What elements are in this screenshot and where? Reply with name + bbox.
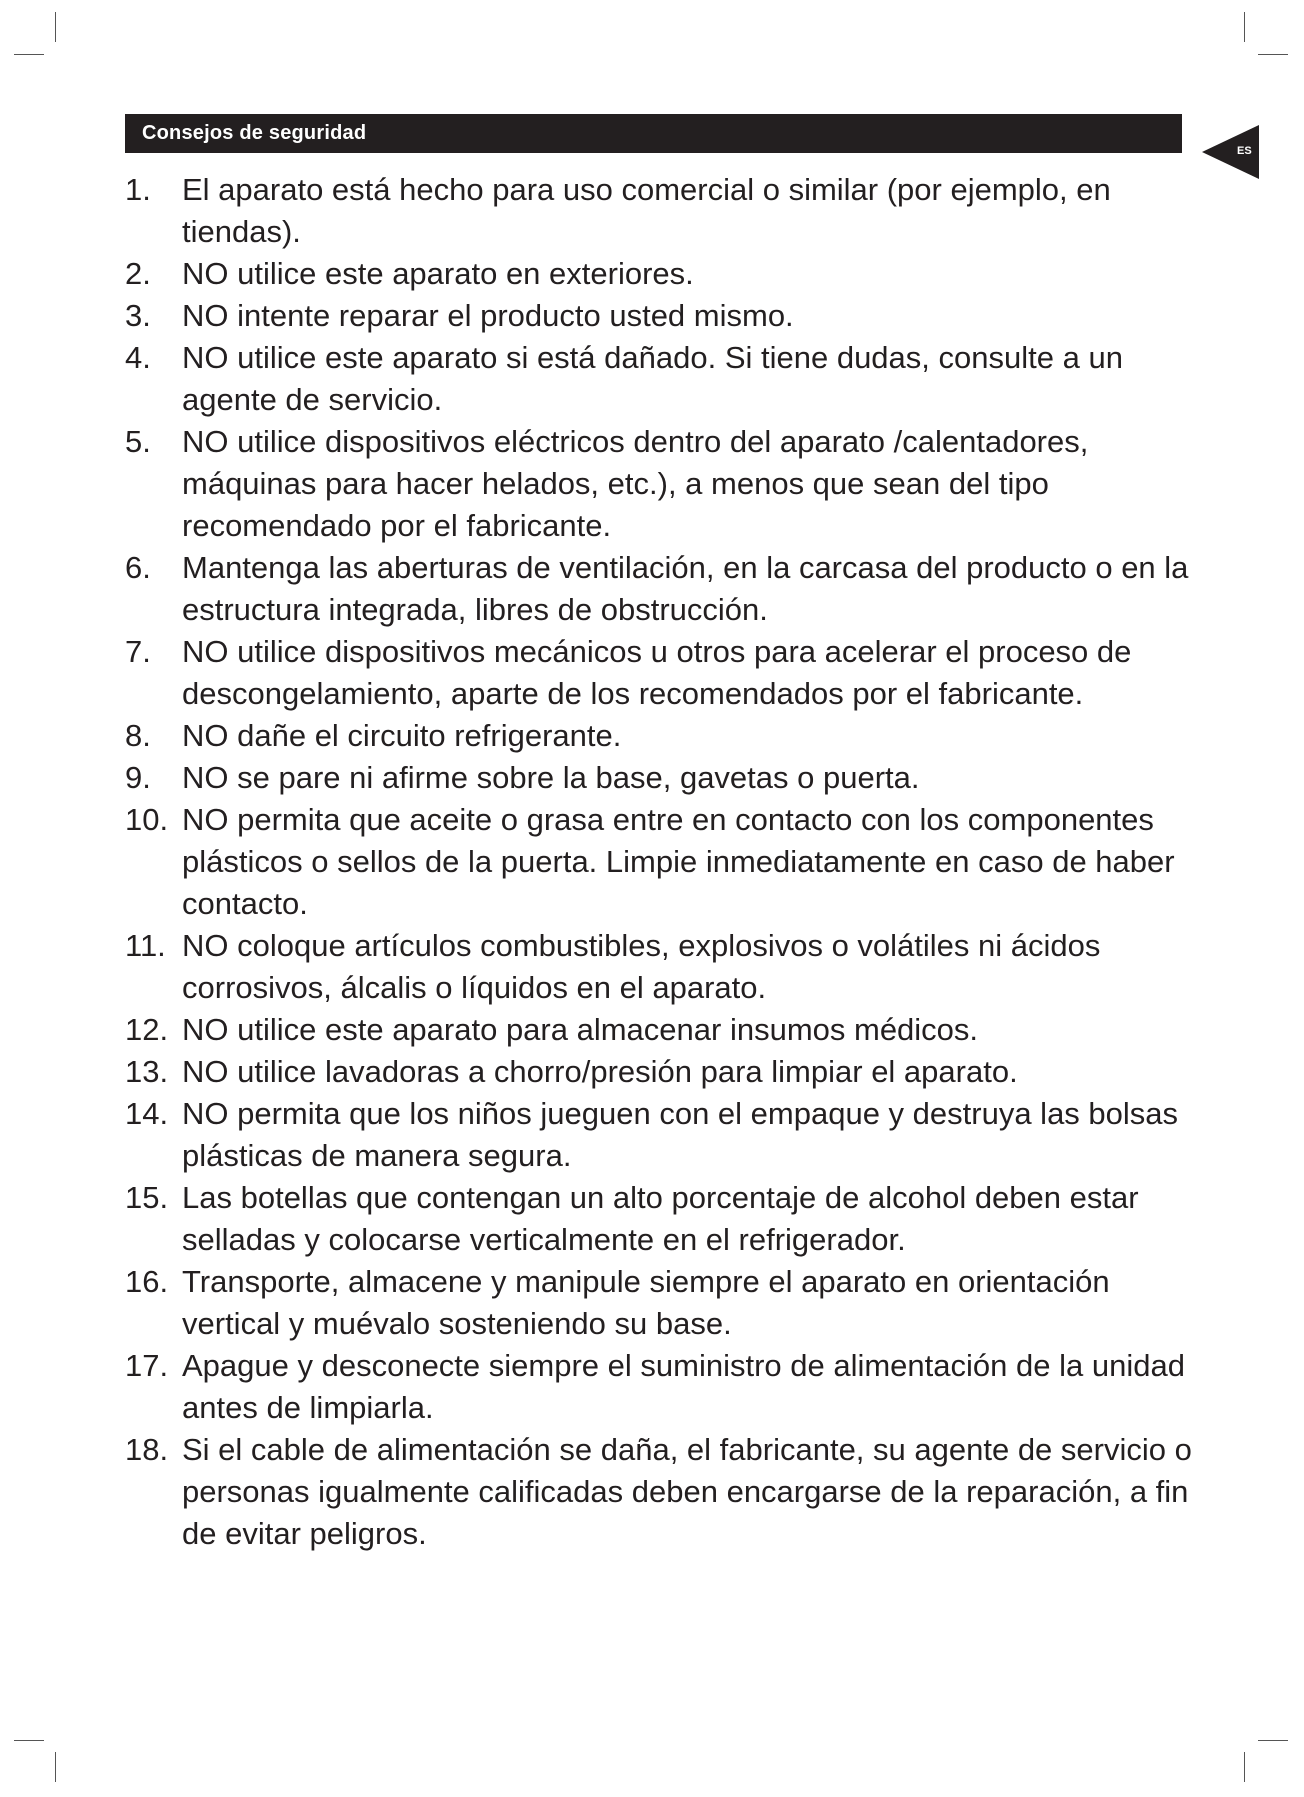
language-label: ES [1237, 145, 1252, 157]
list-item [125, 1429, 1195, 1555]
item-text: NO coloque artículos combustibles, explosivos o volátiles ni ácidos corrosivos, álcalis o líquidos en el aparato. [182, 928, 1101, 1005]
list-item [125, 169, 1195, 253]
crop-mark-top-left-horizontal [14, 54, 44, 55]
item-text: NO utilice dispositivos mecánicos u otros para acelerar el proceso de descongelamiento, aparte de los recomendados por el fabricante. [182, 634, 1132, 711]
item-text: NO se pare ni afirme sobre la base, gavetas o puerta. [182, 760, 920, 795]
item-text: Si el cable de alimentación se daña, el fabricante, su agente de servicio o personas igualmente calificadas deben encargarse de la reparación, a fin de evitar peligros. [182, 1432, 1192, 1551]
list-item [125, 799, 1195, 925]
crop-mark-bottom-right-horizontal [1258, 1740, 1288, 1741]
item-number: 9. [125, 760, 151, 795]
item-number: 11. [125, 928, 166, 963]
crop-mark-top-right-vertical [1244, 12, 1245, 42]
list-item [125, 1345, 1195, 1429]
crop-mark-top-left-vertical [55, 12, 56, 42]
item-text: NO dañe el circuito refrigerante. [182, 718, 622, 753]
item-text: NO utilice lavadoras a chorro/presión para limpiar el aparato. [182, 1054, 1018, 1089]
item-text: Apague y desconecte siempre el suministro de alimentación de la unidad antes de limpiarla. [182, 1348, 1185, 1425]
item-number: 14. [125, 1096, 169, 1131]
list-item [125, 253, 1195, 295]
list-item [125, 421, 1195, 547]
list-item [125, 1177, 1195, 1261]
crop-mark-top-right-horizontal [1258, 54, 1288, 55]
list-item [125, 715, 1195, 757]
item-text: NO permita que aceite o grasa entre en contacto con los componentes plásticos o sellos de la puerta. Limpie inmediatamente en caso de haber contacto. [182, 802, 1175, 921]
list-item [125, 337, 1195, 421]
crop-mark-bottom-left-horizontal [14, 1740, 44, 1741]
item-text: Transporte, almacene y manipule siempre el aparato en orientación vertical y muévalo sosteniendo su base. [182, 1264, 1110, 1341]
list-item [125, 1093, 1195, 1177]
item-text: NO utilice dispositivos eléctricos dentro del aparato /calentadores, máquinas para hacer helados, etc.), a menos que sean del tipo recomendado por el fabricante. [182, 424, 1089, 543]
item-text: NO utilice este aparato en exteriores. [182, 256, 694, 291]
item-number: 4. [125, 340, 151, 375]
item-number: 3. [125, 298, 151, 333]
item-number: 8. [125, 718, 151, 753]
item-number: 5. [125, 424, 151, 459]
list-item [125, 1009, 1195, 1051]
item-number: 17. [125, 1348, 169, 1383]
list-item [125, 925, 1195, 1009]
crop-mark-bottom-right-vertical [1244, 1752, 1245, 1782]
list-item [125, 295, 1195, 337]
crop-mark-bottom-left-vertical [55, 1752, 56, 1782]
safety-list [125, 169, 1195, 1555]
language-tab [1202, 125, 1259, 179]
item-number: 13. [125, 1054, 169, 1089]
item-number: 2. [125, 256, 151, 291]
item-text: Mantenga las aberturas de ventilación, en la carcasa del producto o en la estructura integrada, libres de obstrucción. [182, 550, 1189, 627]
list-item [125, 1261, 1195, 1345]
list-item [125, 547, 1195, 631]
item-text: NO utilice este aparato si está dañado. Si tiene dudas, consulte a un agente de servicio. [182, 340, 1123, 417]
list-item [125, 631, 1195, 715]
item-text: NO utilice este aparato para almacenar insumos médicos. [182, 1012, 979, 1047]
item-number: 7. [125, 634, 151, 669]
item-number: 6. [125, 550, 151, 585]
item-text: Las botellas que contengan un alto porcentaje de alcohol deben estar selladas y colocarse verticalmente en el refrigerador. [182, 1180, 1139, 1257]
item-number: 16. [125, 1264, 169, 1299]
list-item [125, 757, 1195, 799]
item-text: NO intente reparar el producto usted mismo. [182, 298, 794, 333]
item-number: 15. [125, 1180, 169, 1215]
list-item [125, 1051, 1195, 1093]
item-number: 18. [125, 1432, 169, 1467]
item-text: NO permita que los niños jueguen con el empaque y destruya las bolsas plásticas de manera segura. [182, 1096, 1179, 1173]
item-number: 12. [125, 1012, 169, 1047]
item-number: 10. [125, 802, 169, 837]
section-header [125, 114, 1182, 153]
item-text: El aparato está hecho para uso comercial o similar (por ejemplo, en tiendas). [182, 172, 1111, 249]
item-number: 1. [125, 172, 151, 207]
section-title: Consejos de seguridad [142, 122, 367, 144]
